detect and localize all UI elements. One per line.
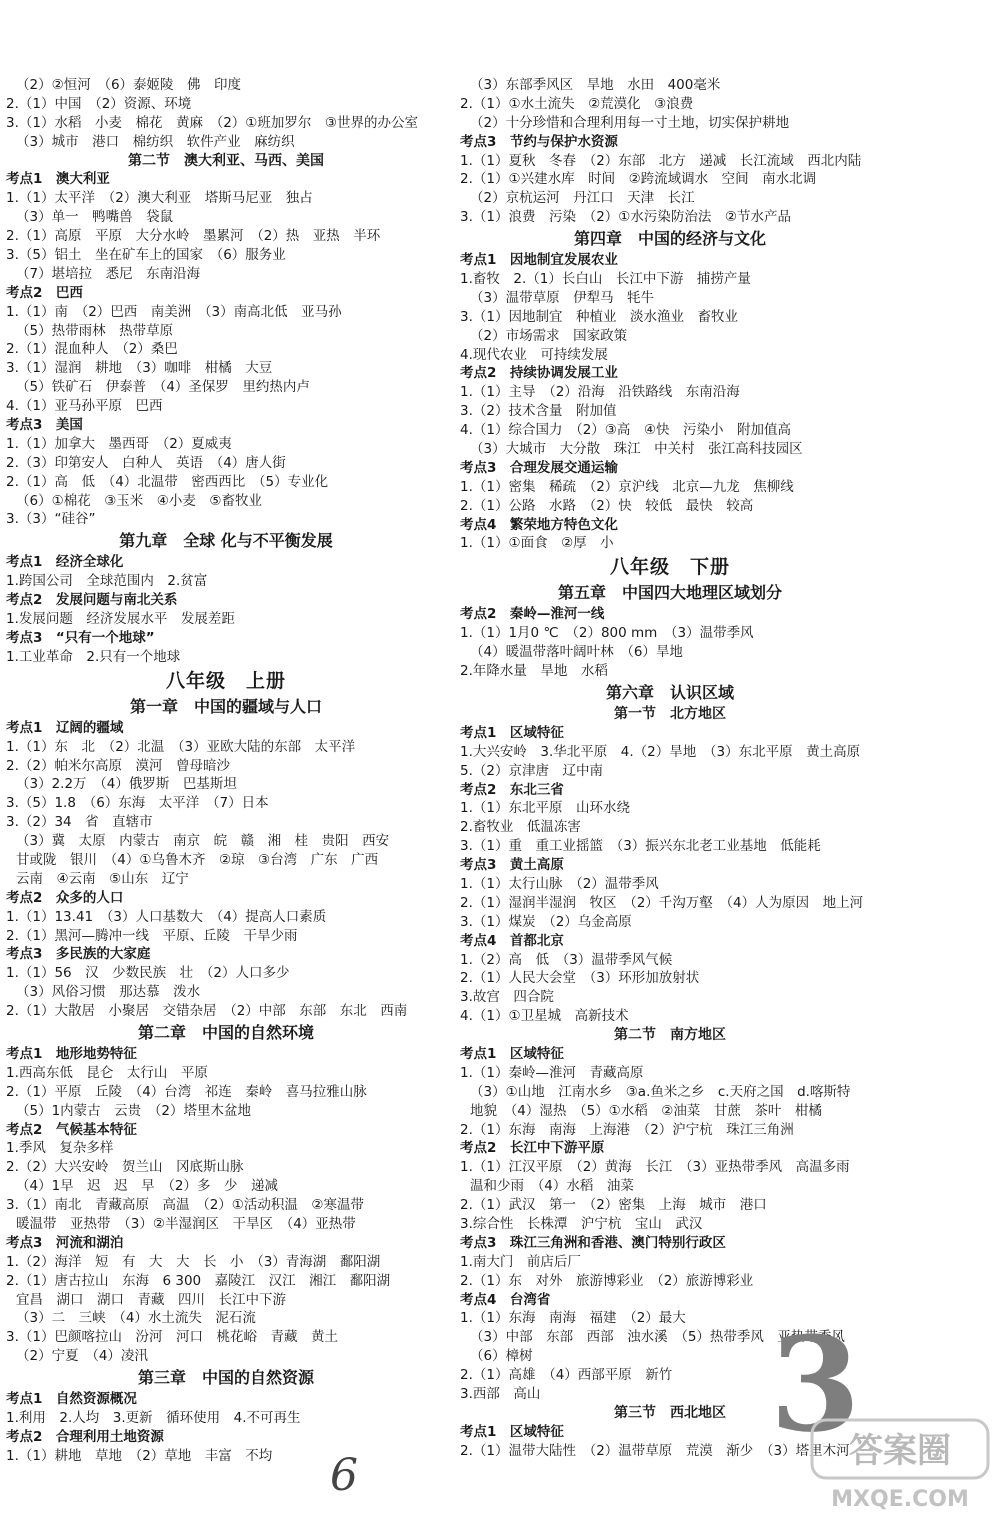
left-kaodian-heading: 考点3 美国 [6, 417, 83, 434]
left-answer-line: 3.（5）1.8 （6）东海 太平洋 （7）日本 [6, 795, 269, 812]
left-answer-line: 2.（1）黑河—腾冲一线 平原、丘陵 干旱少雨 [6, 927, 298, 944]
right-answer-line: 1.（1）1月0 ℃ （2）800 mm （3）温带季风 [460, 625, 754, 642]
left-kaodian-heading: 考点1 自然资源概况 [6, 1391, 137, 1408]
right-answer-line: 3.（1）重 重工业摇篮 （3）振兴东北老工业基地 低能耗 [460, 838, 821, 855]
left-answer-line: 2.（2）帕米尔高原 漠河 曾母暗沙 [6, 757, 230, 774]
right-kaodian-heading: 考点1 区域特征 [460, 1423, 564, 1440]
left-answer-line: （2）宁夏 （4）凌汛 [16, 1348, 148, 1365]
right-answer-line: 1.（1）主导 （2）沿海 沿铁路线 东南沿海 [460, 384, 740, 401]
left-kaodian-heading: 考点1 澳大利亚 [6, 171, 110, 188]
right-answer-line: 3.西部 高山 [460, 1386, 541, 1402]
right-kaodian-heading: 考点2 秦岭—淮河一线 [460, 606, 605, 623]
left-answer-line: 2.（1）平原 丘陵 （4）台湾 祁连 秦岭 喜马拉雅山脉 [6, 1083, 367, 1100]
left-answer-line: 2.（1）混血种人 （2）桑巴 [6, 341, 178, 358]
right-answer-line: 2.（1）人民大会堂 （3）环形加放射状 [460, 970, 700, 987]
right-answer-line: 1.大兴安岭 3.华北平原 4.（2）旱地 （3）东北平原 黄土高原 [460, 743, 861, 760]
right-kaodian-heading: 考点3 合理发展交通运输 [460, 459, 618, 476]
right-column [460, 76, 880, 1461]
handwritten-mark: 6 [330, 1450, 358, 1501]
left-answer-line: 3.（1）南北 青藏高原 高温 （2）①活动积温 ②寒温带 [6, 1197, 365, 1214]
right-answer-line: 2.（1）东海 南海 上海港 （2）沪宁杭 珠江三角洲 [460, 1121, 794, 1138]
right-section-heading: 第二节 南方地区 [614, 1027, 726, 1044]
left-kaodian-heading: 考点2 巴西 [6, 284, 83, 301]
left-answer-line: 暖温带 亚热带 （3）②半湿润区 干旱区 （4）亚热带 [16, 1215, 356, 1232]
left-answer-line: （3）风俗习惯 那达慕 泼水 [16, 984, 201, 1001]
left-kaodian-heading: 考点1 辽阔的疆域 [6, 719, 124, 736]
left-answer-line: 1.发展问题 经济发展水平 发展差距 [6, 611, 235, 628]
watermark-url: MXQE.COM [831, 1487, 969, 1512]
right-kaodian-heading: 考点3 珠江三角洲和香港、澳门特别行政区 [460, 1234, 726, 1251]
right-answer-line: 3.综合性 长株潭 沪宁杭 宝山 武汉 [460, 1215, 703, 1232]
left-answer-line: （3）2.2万 （4）俄罗斯 巴基斯坦 [16, 776, 237, 793]
left-answer-line: 1.（1）南 （2）巴西 南美洲 （3）南高北低 亚马孙 [6, 303, 342, 320]
left-answer-line: （3）单一 鸭嘴兽 袋鼠 [16, 209, 174, 226]
left-kaodian-heading: 考点2 气候基本特征 [6, 1121, 137, 1138]
right-answer-line: 3.故宫 四合院 [460, 989, 554, 1006]
right-kaodian-heading: 考点1 区域特征 [460, 724, 564, 741]
left-grade-heading: 八年级 上册 [165, 669, 286, 692]
left-kaodian-heading: 考点1 经济全球化 [6, 554, 124, 571]
left-answer-line: （7）堪培拉 悉尼 东南沿海 [16, 265, 201, 282]
right-chapter-heading: 第五章 中国四大地理区域划分 [557, 583, 782, 603]
right-kaodian-heading: 考点1 因地制宜发展农业 [460, 252, 618, 269]
left-answer-line: 1.（1）太平洋 （2）澳大利亚 塔斯马尼亚 独占 [6, 190, 313, 207]
left-answer-line: 1.（1）耕地 草地 （2）草地 丰富 不均 [6, 1447, 273, 1464]
left-kaodian-heading: 考点3 河流和湖泊 [6, 1234, 124, 1251]
left-answer-line: 2.（2）大兴安岭 贺兰山 冈底斯山脉 [6, 1159, 244, 1176]
right-answer-line: 地貌 （4）湿热 （5）①水稻 ②油菜 甘蔗 茶叶 柑橘 [470, 1102, 822, 1119]
left-answer-line: 1.跨国公司 全球范围内 2.贫富 [6, 573, 208, 590]
left-answer-line: （3）二 三峡 （4）水土流失 泥石流 [16, 1310, 256, 1327]
right-answer-line: 1.南大门 前店后厂 [460, 1253, 581, 1270]
right-answer-line: 2.（1）①水土流失 ②荒漠化 ③浪费 [460, 95, 694, 112]
right-section-heading: 第三节 西北地区 [614, 1404, 726, 1421]
left-answer-line: 1.（1）13.41 （3）人口基数大 （4）提高人口素质 [6, 908, 327, 925]
left-kaodian-heading: 考点1 地形地势特征 [6, 1045, 137, 1062]
watermark-title: 答案圈 [849, 1431, 951, 1471]
left-answer-line: （3）城市 港口 棉纺织 软件产业 麻纺织 [16, 133, 295, 150]
left-answer-line: 2.（1）大散居 小聚居 交错杂居 （2）中部 东部 东北 西南 [6, 1003, 408, 1020]
right-answer-line: 温和少雨 （4）水稻 油菜 [470, 1178, 634, 1195]
right-answer-line: 1.（1）秦岭—淮河 青藏高原 [460, 1064, 644, 1081]
right-answer-line: 2.（1）①兴建水库 时间 ②跨流域调水 空间 南水北调 [460, 171, 817, 188]
left-answer-line: 3.（2）34 省 直辖市 [6, 814, 153, 831]
right-kaodian-heading: 考点4 繁荣地方特色文化 [460, 516, 618, 533]
right-answer-line: 2.（1）东 对外 旅游博彩业 （2）旅游博彩业 [460, 1272, 754, 1289]
right-answer-line: 3.（1）因地制宜 种植业 淡水渔业 畜牧业 [460, 308, 738, 325]
right-grade-heading: 八年级 下册 [609, 556, 730, 579]
right-answer-line: 1.（2）高 低 （3）温带季风气候 [460, 951, 673, 968]
right-kaodian-heading: 考点2 持续协调发展工业 [460, 365, 618, 382]
left-answer-line: 3.（1）水稻 小麦 棉花 黄麻 （2）①班加罗尔 ③世界的办公室 [6, 114, 419, 131]
right-answer-line: 1.（1）太行山脉 （2）温带季风 [460, 875, 659, 892]
left-answer-line: 1.利用 2.人均 3.更新 循环使用 4.不可再生 [6, 1410, 301, 1426]
left-answer-line: 1.（1）加拿大 墨西哥 （2）夏威夷 [6, 435, 232, 452]
left-answer-line: 2.（1）唐古拉山 东海 6 300 嘉陵江 汉江 湘江 鄱阳湖 [6, 1272, 391, 1289]
left-answer-line: （2）②恒河 （6）泰姬陵 佛 印度 [16, 77, 242, 93]
left-answer-line: 1.西高东低 昆仑 太行山 平原 [6, 1064, 208, 1081]
left-kaodian-heading: 考点2 发展问题与南北关系 [6, 592, 178, 609]
left-kaodian-heading: 考点2 合理利用土地资源 [6, 1428, 164, 1445]
right-answer-line: 4.现代农业 可持续发展 [460, 346, 608, 363]
left-answer-line: 1.工业革命 2.只有一个地球 [6, 648, 181, 665]
right-answer-line: 3.（1）浪费 污染 （2）①水污染防治法 ②节水产品 [460, 209, 792, 226]
right-answer-line: （6）樟树 [470, 1348, 533, 1365]
page-number: 3 [770, 1308, 861, 1461]
right-answer-line: （3）大城市 大分散 珠江 中关村 张江高科技园区 [470, 441, 803, 458]
right-kaodian-heading: 考点2 长江中下游平原 [460, 1140, 605, 1157]
right-answer-line: 2.（1）高雄 （4）西部平原 新竹 [460, 1367, 673, 1384]
left-answer-line: 云南 ④云南 ⑤山东 辽宁 [16, 870, 189, 887]
right-answer-line: （2）十分珍惜和合理利用每一寸土地，切实保护耕地 [470, 114, 790, 131]
right-kaodian-heading: 考点3 黄土高原 [460, 857, 564, 874]
left-kaodian-heading: 考点2 众多的人口 [6, 889, 124, 906]
left-kaodian-heading: 考点3 多民族的大家庭 [6, 946, 151, 963]
right-answer-line: （4）暖温带落叶阔叶林 （6）旱地 [470, 644, 683, 661]
left-answer-line: （5）铁矿石 伊泰普 （4）圣保罗 里约热内卢 [16, 379, 310, 396]
left-answer-line: 4.（1）亚马孙平原 巴西 [6, 398, 163, 415]
right-answer-line: （3）①山地 江南水乡 ③a.鱼米之乡 c.天府之国 d.喀斯特 [470, 1083, 851, 1100]
left-answer-line: 甘或陇 银川 （4）①乌鲁木齐 ②琼 ③台湾 广东 广西 [16, 851, 379, 868]
right-answer-line: 3.（1）煤炭 （2）乌金高原 [460, 913, 632, 930]
left-answer-line: （3）冀 太原 内蒙古 南京 皖 赣 湘 桂 贵阳 西安 [16, 833, 390, 850]
left-chapter-heading: 第二章 中国的自然环境 [137, 1022, 314, 1042]
watermark-logo [808, 1414, 994, 1514]
left-answer-line: 3.（1）湿润 耕地 （3）咖啡 柑橘 大豆 [6, 360, 273, 377]
right-kaodian-heading: 考点4 首都北京 [460, 932, 564, 949]
right-answer-line: （2）市场需求 国家政策 [470, 327, 628, 344]
right-answer-line: （3）中部 东部 西部 浊水溪 （5）热带季风 亚热带季风 [470, 1329, 845, 1346]
right-answer-line: （3）东部季风区 旱地 水田 400毫米 [470, 77, 721, 93]
left-kaodian-heading: 考点3 “只有一个地球” [6, 629, 155, 646]
right-answer-line: 1.（1）夏秋 冬春 （2）东部 北方 递减 长江流域 西北内陆 [460, 152, 862, 169]
right-chapter-heading: 第四章 中国的经济与文化 [573, 229, 766, 249]
right-kaodian-heading: 考点4 台湾省 [460, 1291, 551, 1308]
left-chapter-heading: 第三章 中国的自然资源 [137, 1368, 314, 1388]
left-column [6, 76, 446, 1466]
left-answer-line: 1.（1）东 北 （2）北温 （3）亚欧大陆的东部 太平洋 [6, 738, 356, 755]
right-kaodian-heading: 考点3 节约与保护水资源 [460, 133, 618, 150]
left-answer-line: （4）1早 迟 迟 早 （2）多 少 递减 [16, 1178, 279, 1195]
left-answer-line: 1.（2）海洋 短 有 大 大 长 小 （3）青海湖 鄱阳湖 [6, 1253, 381, 1270]
right-answer-line: 3.（2）技术含量 附加值 [460, 403, 617, 420]
left-answer-line: （6）①棉花 ③玉米 ④小麦 ⑤畜牧业 [16, 492, 262, 509]
right-answer-line: 1.（1）东海 南海 福建 （2）最大 [460, 1310, 686, 1327]
right-answer-line: 5.（2）京津唐 辽中南 [460, 762, 603, 779]
left-answer-line: 3.（5）铝土 坐在矿车上的国家 （6）服务业 [6, 247, 286, 264]
right-answer-line: （2）京杭运河 丹江口 天津 长江 [470, 190, 695, 207]
left-answer-line: 2.（1）高 低 （4）北温带 密西西比 （5）专业化 [6, 473, 329, 490]
right-chapter-heading: 第六章 认识区域 [605, 682, 734, 702]
right-answer-line: 4.（1）综合国力 （2）③高 ④快 污染小 附加值高 [460, 422, 792, 439]
right-answer-line: 2.（1）公路 水路 （2）快 较低 最快 较高 [460, 497, 754, 514]
left-section-heading: 第二节 澳大利亚、马西、美国 [128, 152, 324, 169]
left-answer-line: 1.（1）56 汉 少数民族 壮 （2）人口多少 [6, 965, 290, 982]
right-answer-line: 1.畜牧 2.（1）长白山 长江中下游 捕捞产量 [460, 271, 751, 288]
right-answer-line: 1.（1）密集 稀疏 （2）京沪线 北京—九龙 焦柳线 [460, 478, 794, 495]
left-answer-line: 3.（1）巴颜喀拉山 汾河 河口 桃花峪 青藏 黄土 [6, 1329, 338, 1346]
left-answer-line: 1.季风 复杂多样 [6, 1140, 114, 1157]
right-answer-line: 1.（1）江汉平原 （2）黄海 长江 （3）亚热带季风 高温多雨 [460, 1159, 850, 1176]
right-answer-line: 2.（1）湿润半湿润 牧区 （2）千沟万壑 （4）人为原因 地上河 [460, 894, 864, 911]
right-answer-line: （3）温带草原 伊犁马 牦牛 [470, 289, 655, 306]
right-answer-line: 2.畜牧业 低温冻害 [460, 819, 581, 836]
right-answer-line: 2.（1）武汉 第一 （2）密集 上海 城市 港口 [460, 1197, 767, 1214]
left-answer-line: （5）热带雨林 热带草原 [16, 322, 174, 339]
right-kaodian-heading: 考点1 区域特征 [460, 1045, 564, 1062]
left-answer-line: 宜昌 湖口 湖口 青藏 四川 长江中下游 [16, 1291, 286, 1308]
left-answer-line: （5）1内蒙古 云贵 （2）塔里木盆地 [16, 1102, 252, 1119]
left-answer-line: 2.（1）中国 （2）资源、环境 [6, 95, 192, 112]
right-answer-line: 1.（1）东北平原 山环水绕 [460, 800, 630, 817]
left-chapter-heading: 第九章 全球 化与不平衡发展 [119, 531, 333, 551]
right-answer-line: 4.（1）①卫星城 高新技术 [460, 1008, 629, 1025]
left-answer-line: 3.（3）“硅谷” [6, 511, 96, 528]
right-answer-line: 2.年降水量 旱地 水稻 [460, 663, 608, 680]
right-kaodian-heading: 考点2 东北三省 [460, 781, 564, 798]
right-answer-line: 2.（1）温带大陆性 （2）温带草原 荒漠 渐少 （3）塔里木河 [460, 1442, 850, 1459]
left-answer-line: 2.（3）印第安人 白种人 英语 （4）唐人街 [6, 454, 286, 471]
left-answer-line: 2.（1）高原 平原 大分水岭 墨累河 （2）热 亚热 半环 [6, 228, 381, 245]
left-chapter-heading: 第一章 中国的疆域与人口 [129, 696, 322, 716]
right-answer-line: 1.（1）①面食 ②厚 小 [460, 535, 614, 552]
right-section-heading: 第一节 北方地区 [614, 705, 726, 722]
